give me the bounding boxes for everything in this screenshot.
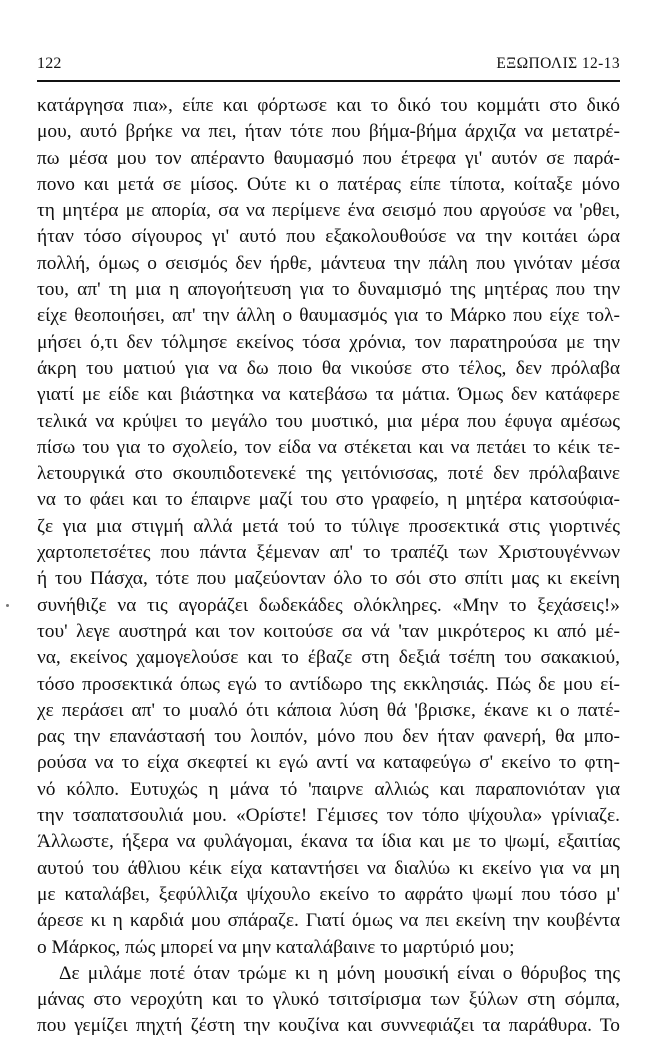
text-line: νό κόλπο. Ευτυχώς η μάνα τό 'παιρνε αλλιώς και παραπονιόταν για [37, 778, 620, 800]
text-line: κατάργησα πια», είπε και φόρτωσε και το δικό του κομμάτι στο δικό [37, 95, 620, 116]
text-line: τελικά να κρύψει το μεγάλο του μυστικό, μια μέρα που έφυγα αμέσως [37, 410, 620, 432]
text-line: συνήθιζε να τις αγοράζει δωδεκάδες ολόκληρες. «Μην το ξεχάσεις!» [37, 594, 620, 616]
text-line: του, απ' τη μια η απογοήτευση για το δυναμισμό της μητέρας που την [37, 279, 620, 301]
text-line: άκρη του ματιού για να δω ποιο θα νικούσε στο τέλος, δεν πρόλαβα [37, 357, 620, 379]
text-line: ρας την επανάστασή του λοιπόν, μόνο που δεν ήταν φανερή, θα μπο- [37, 726, 620, 748]
page-number: 122 [37, 55, 62, 72]
text-line: γιατί με είδε και βιάστηκα να κατεβάσω τα μάτια. Όμως δεν κατάφερε [37, 384, 620, 406]
margin-speck [6, 604, 9, 607]
text-line: άρεσε κι η καρδιά μου σπάραζε. Γιατί όμως να πει εκείνη την κουβέντα [37, 910, 620, 932]
text-line: την τσαπατσουλιά μου. «Ορίστε! Γέμισες τον τόπο ψίχουλα» γρίνιαζε. [37, 805, 620, 827]
text-line: ήταν τόσο σίγουρος γι' αυτό που εξακολουθούσε να την κοιτάει ώρα [37, 226, 620, 248]
text-line: να, εκείνος χαμογελούσε και το έβαζε στη δεξιά τσέπη του σακακιού, [37, 647, 620, 669]
text-line: Δε μιλάμε ποτέ όταν τρώμε κι η μόνη μουσική είναι ο θόρυβος της [59, 962, 620, 984]
running-head: ΕΞΩΠΟΛΙΣ 12-13 [496, 55, 620, 72]
text-line: ο Μάρκος, πώς μπορεί να μην καταλάβαινε το μαρτύριό μου; [37, 936, 515, 958]
text-line: πω μέσα μου τον απέραντο θαυμασμό που έτρεφα γι' αυτόν σε παρά- [37, 147, 620, 169]
text-line: είχε θεοποιήσει, απ' την άλλη ο θαυμασμός για το Μάρκο που είχε τολ- [37, 305, 620, 327]
text-line: πονο και μετά σε μίσος. Ούτε κι ο πατέρας είπε τίποτα, κοίταξε μόνο [37, 173, 620, 195]
text-line: ζε για μια στιγμή αλλά μετά τού το τύλιγε προσεκτικά στις γιορτινές [37, 515, 620, 537]
text-line: μήσει ό,τι δεν τόλμησε εκείνος τόσα χρόνια, τον παρατηρούσα με την [37, 331, 620, 353]
text-line: με καταλάβει, ξεφύλλιζα ψίχουλο εκείνο το αφράτο ψωμί που τόσο μ' [37, 883, 620, 905]
text-line: που γεμίζει πηχτή ζέστη την κουζίνα και συννεφιάζει τα παράθυρα. Το [37, 1015, 620, 1037]
text-line: χαρτοπετσέτες που πάντα ξέμεναν απ' το τραπέζι των Χριστουγέννων [37, 542, 620, 564]
text-line: του' λεγε αυστηρά και τον κοιτούσε σα νά 'ταν μικρότερος κι από μέ- [37, 620, 620, 642]
text-line: πίσω του για το σχολείο, τον είδα να στέκεται και να πετάει το κέικ τε- [37, 436, 620, 458]
body-text [37, 93, 620, 1040]
page-header [37, 55, 620, 77]
text-line: μάνας στο νεροχύτη και το γλυκό τσιτσίρισμα των ξύλων στη σόμπα, [37, 989, 620, 1011]
text-line: τη μητέρα με απορία, σα να περίμενε ένα σεισμό που αργούσε να 'ρθει, [37, 200, 620, 222]
text-line: να το φάει και το έπαιρνε μαζί του στο γραφείο, η μητέρα κατσούφια- [37, 489, 620, 511]
text-line: χε περάσει απ' το μυαλό ότι κάποια λύση θά 'βρισκε, έκανε κι ο πατέ- [37, 699, 620, 721]
text-line: ή του Πάσχα, τότε που μαζεύονταν όλο το σόι στο σπίτι μας κι εκείνη [37, 568, 620, 590]
text-line: Άλλωστε, ήξερα να φυλάγομαι, έκανα τα ίδια και με το ψωμί, εξαιτίας [37, 831, 620, 853]
text-line: λετουργικά στο σκουπιδοτενεκέ της γειτόνισσας, ποτέ δεν πρόλαβαινε [37, 463, 620, 485]
text-line: αυτού του άθλιου κέικ είχα καταντήσει να διαλύω κι εκείνο για να μη [37, 857, 620, 879]
text-line: ρούσα να το είχα σκεφτεί κι εγώ αντί να καταφεύγω σ' εκείνο το φτη- [37, 752, 620, 774]
text-line: πολλή, όμως ο σεισμός δεν ήρθε, μάντευα την πάλη που γινόταν μέσα [37, 252, 620, 274]
header-rule [37, 80, 620, 82]
text-line: τόσο προσεκτικά όπως εγώ το αντίδωρο της εκκλησιάς. Πώς δε μου εί- [37, 673, 620, 695]
text-line: μου, αυτό βρήκε να πει, ήταν τότε που βήμα-βήμα άρχιζα να μετατρέ- [37, 121, 620, 143]
